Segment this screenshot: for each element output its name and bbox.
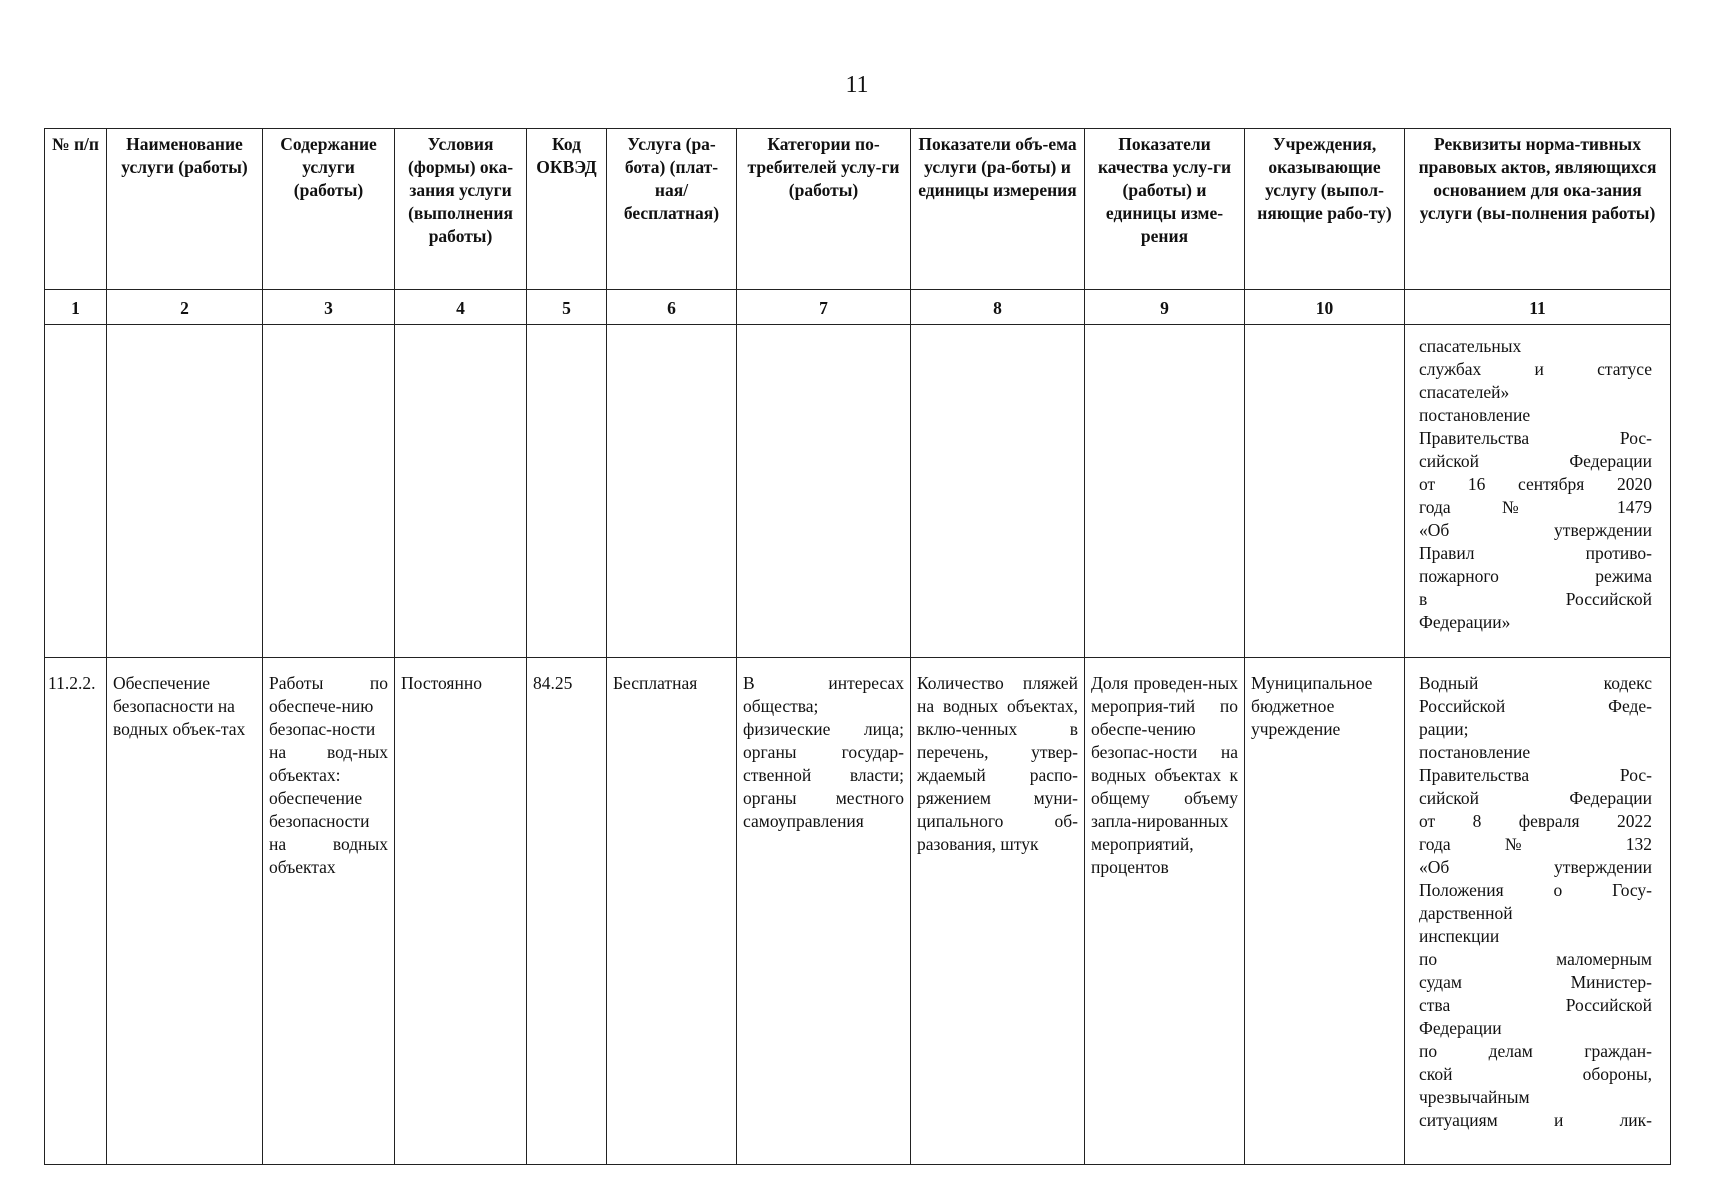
service-content-cell: Работы по обеспече-нию безопас-ности на вод-ных объектах: обеспечение безопасности на водных объектах xyxy=(263,658,395,1165)
legal-line: дарственной xyxy=(1419,903,1513,923)
legal-line: службах и статусе xyxy=(1419,359,1652,379)
column-number: 1 xyxy=(45,290,107,325)
legal-line: по делам граждан- xyxy=(1419,1041,1652,1061)
header-row xyxy=(45,129,1671,290)
legal-line: от 16 сентября 2020 xyxy=(1419,474,1652,494)
header-cell-paid: Услуга (ра-бота) (плат-ная/ бесплатная) xyxy=(607,129,737,290)
legal-line: Правил противо- xyxy=(1419,543,1652,563)
header-cell-conditions: Условия (формы) ока-зания услуги (выполнения работы) xyxy=(395,129,527,290)
column-number: 9 xyxy=(1085,290,1245,325)
legal-line: Положения о Госу- xyxy=(1419,880,1652,900)
header-cell-categories: Категории по-требителей услу-ги (работы) xyxy=(737,129,911,290)
column-number: 5 xyxy=(527,290,607,325)
empty-cell xyxy=(107,325,263,658)
legal-line: инспекции xyxy=(1419,926,1500,946)
empty-cell xyxy=(737,325,911,658)
service-name-cell: Обеспечение безопасности на водных объек-тах xyxy=(107,658,263,1165)
volume-indicators-cell: Количество пляжей на водных объектах, вклю-ченных в перечень, утвер-ждаемый распо-ряжением муни-ципального об-разования, штук xyxy=(911,658,1085,1165)
legal-line: чрезвычайным xyxy=(1419,1087,1530,1107)
table-row xyxy=(45,658,1671,1165)
legal-acts-cell xyxy=(1405,658,1671,1165)
column-number: 2 xyxy=(107,290,263,325)
legal-line: Российской Феде- xyxy=(1419,696,1652,716)
legal-line: Правительства Рос- xyxy=(1419,765,1652,785)
column-number: 11 xyxy=(1405,290,1671,325)
legal-line: постановление xyxy=(1419,742,1531,762)
column-number: 6 xyxy=(607,290,737,325)
legal-line: «Об утверждении xyxy=(1419,857,1652,877)
legal-line: по маломерным xyxy=(1419,949,1652,969)
legal-line: в Российской xyxy=(1419,589,1652,609)
legal-line: сийской Федерации xyxy=(1419,451,1652,471)
legal-line: судам Министер- xyxy=(1419,972,1652,992)
legal-line: ства Российской xyxy=(1419,995,1652,1015)
legal-line: Водный кодекс xyxy=(1419,673,1652,693)
empty-cell xyxy=(527,325,607,658)
empty-cell xyxy=(911,325,1085,658)
legal-line: «Об утверждении xyxy=(1419,520,1652,540)
column-number: 4 xyxy=(395,290,527,325)
empty-cell xyxy=(395,325,527,658)
legal-line: ситуациям и лик- xyxy=(1419,1110,1652,1130)
legal-line: пожарного режима xyxy=(1419,566,1652,586)
legal-acts-continuation-cell xyxy=(1405,325,1671,658)
header-cell-legal: Реквизиты норма-тивных правовых актов, являющихся основанием для ока-зания услуги (вы-полнения работы) xyxy=(1405,129,1671,290)
legal-line: рации; xyxy=(1419,719,1469,739)
page-number: 11 xyxy=(845,72,869,98)
legal-line: года № 1479 xyxy=(1419,497,1652,517)
legal-line: года № 132 xyxy=(1419,834,1652,854)
services-table xyxy=(44,128,1671,1165)
legal-line: сийской Федерации xyxy=(1419,788,1652,808)
header-cell-content: Содержание услуги (работы) xyxy=(263,129,395,290)
quality-indicators-cell: Доля проведен-ных мероприя-тий по обеспе-чению безопас-ности на водных объектах к общему объему запла-нированных мероприятий, процентов xyxy=(1085,658,1245,1165)
legal-line: Федерации xyxy=(1419,1018,1502,1038)
column-number: 10 xyxy=(1245,290,1405,325)
empty-cell xyxy=(607,325,737,658)
empty-cell xyxy=(263,325,395,658)
header-cell-name: Наименование услуги (работы) xyxy=(107,129,263,290)
header-cell-institution: Учреждения, оказывающие услугу (выпол-няющие рабо-ту) xyxy=(1245,129,1405,290)
empty-cell xyxy=(45,325,107,658)
legal-line: Федерации» xyxy=(1419,612,1511,632)
column-number: 7 xyxy=(737,290,911,325)
legal-line: Правительства Рос- xyxy=(1419,428,1652,448)
header-cell-okved: Код ОКВЭД xyxy=(527,129,607,290)
service-conditions-cell: Постоянно xyxy=(395,658,527,1165)
legal-line: постановление xyxy=(1419,405,1531,425)
okved-code-cell: 84.25 xyxy=(527,658,607,1165)
legal-line: спасателей» xyxy=(1419,382,1510,402)
legal-line: от 8 февраля 2022 xyxy=(1419,811,1652,831)
empty-cell xyxy=(1245,325,1405,658)
row-number-cell: 11.2.2. xyxy=(45,658,107,1165)
empty-cell xyxy=(1085,325,1245,658)
column-number-row xyxy=(45,290,1671,325)
header-cell-quality: Показатели качества услу-ги (работы) и единицы изме-рения xyxy=(1085,129,1245,290)
legal-line: спасательных xyxy=(1419,336,1522,356)
header-cell-volume: Показатели объ-ема услуги (ра-боты) и единицы измерения xyxy=(911,129,1085,290)
institution-cell: Муниципальное бюджетное учреждение xyxy=(1245,658,1405,1165)
header-cell-number: № п/п xyxy=(45,129,107,290)
column-number: 3 xyxy=(263,290,395,325)
table-row-continuation xyxy=(45,325,1671,658)
consumer-categories-cell: В интересах общества; физические лица; органы государ-ственной власти; органы местного самоуправления xyxy=(737,658,911,1165)
legal-line: ской обороны, xyxy=(1419,1064,1652,1084)
service-paid-cell: Бесплатная xyxy=(607,658,737,1165)
column-number: 8 xyxy=(911,290,1085,325)
